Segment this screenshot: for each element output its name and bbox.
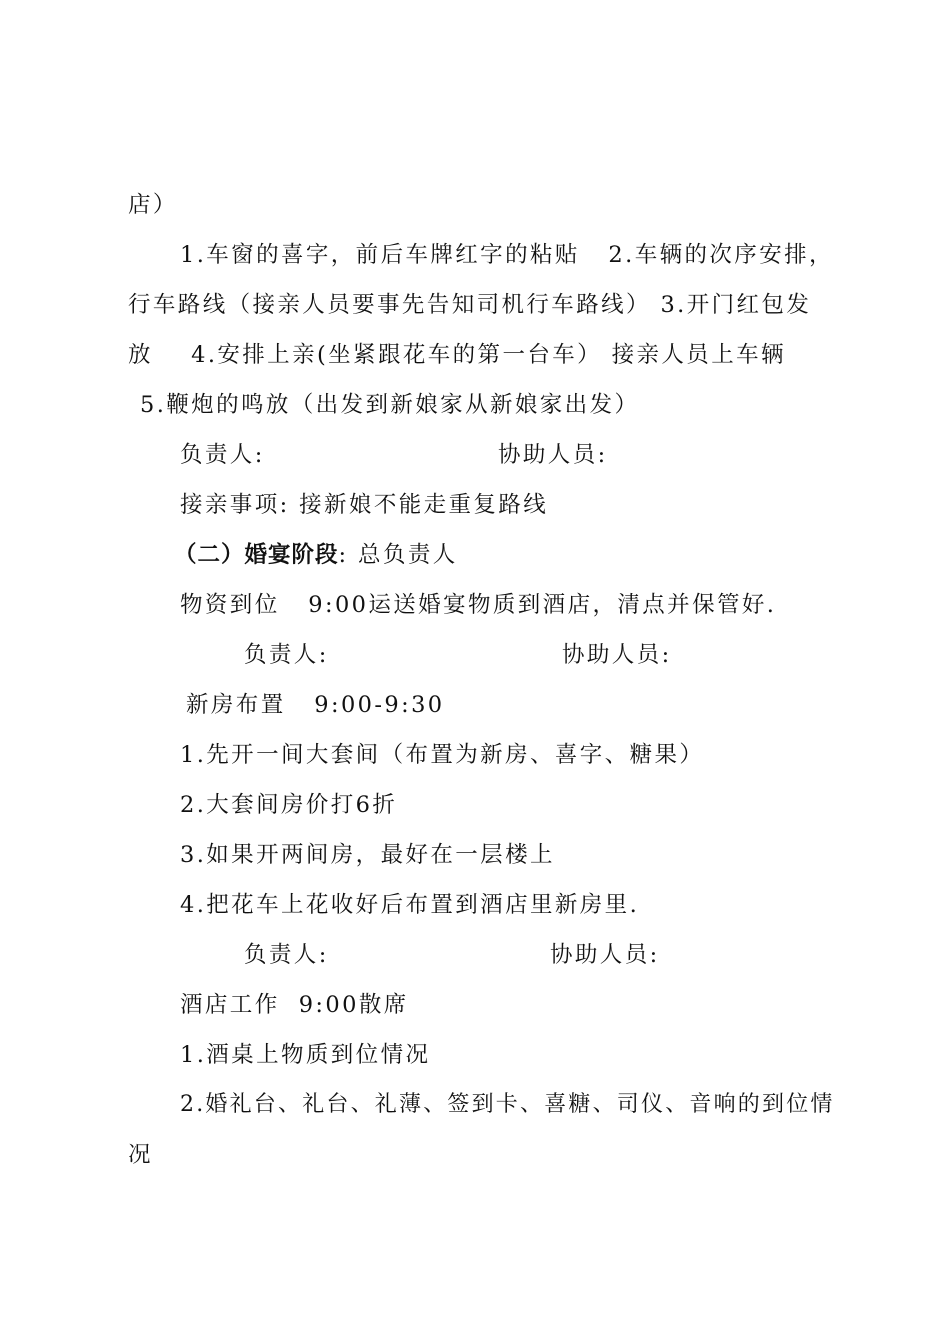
text-line: 行车路线（接亲人员要事先告知司机行车路线） 3.开门红包发 — [128, 292, 812, 318]
text-line: 1.车窗的喜字，前后车牌红字的粘贴 2.车辆的次序安排， — [180, 242, 834, 268]
text-line: 1.先开一间大套间（布置为新房、喜字、糖果） — [180, 742, 705, 768]
text-line: 2.大套间房价打6折 — [180, 792, 398, 818]
text-line: 放 4.安排上亲(坐紧跟花车的第一台车） 接亲人员上车辆 — [128, 342, 786, 368]
assistant-label: 协助人员: — [550, 942, 660, 968]
text-line: 物资到位 9:00运送婚宴物质到酒店，清点并保管好. — [180, 592, 777, 618]
text-line: 新房布置 9:00-9:30 — [186, 692, 445, 718]
text-line: 店） — [128, 192, 178, 218]
section-heading — [174, 540, 458, 570]
section-heading-suffix: : 总负责人 — [338, 542, 458, 568]
section-heading-title: （二）婚宴阶段 — [174, 542, 339, 568]
text-line: 1.酒桌上物质到位情况 — [180, 1042, 431, 1068]
assistant-label: 协助人员: — [498, 442, 608, 468]
assistant-label: 协助人员: — [562, 642, 672, 668]
responsible-label: 负责人: — [244, 942, 329, 968]
text-line: 5.鞭炮的鸣放（出发到新娘家从新娘家出发） — [140, 392, 640, 418]
text-line: 3.如果开两间房，最好在一层楼上 — [180, 842, 555, 868]
text-line: 接亲事项: 接新娘不能走重复路线 — [180, 492, 549, 518]
responsible-label: 负责人: — [180, 442, 265, 468]
text-line: 况 — [128, 1142, 153, 1168]
text-line: 2.婚礼台、礼台、礼薄、签到卡、喜糖、司仪、音响的到位情 — [180, 1092, 835, 1117]
text-line: 4.把花车上花收好后布置到酒店里新房里. — [180, 892, 640, 918]
responsible-label: 负责人: — [244, 642, 329, 668]
text-line: 酒店工作 9:00散席 — [180, 992, 409, 1018]
